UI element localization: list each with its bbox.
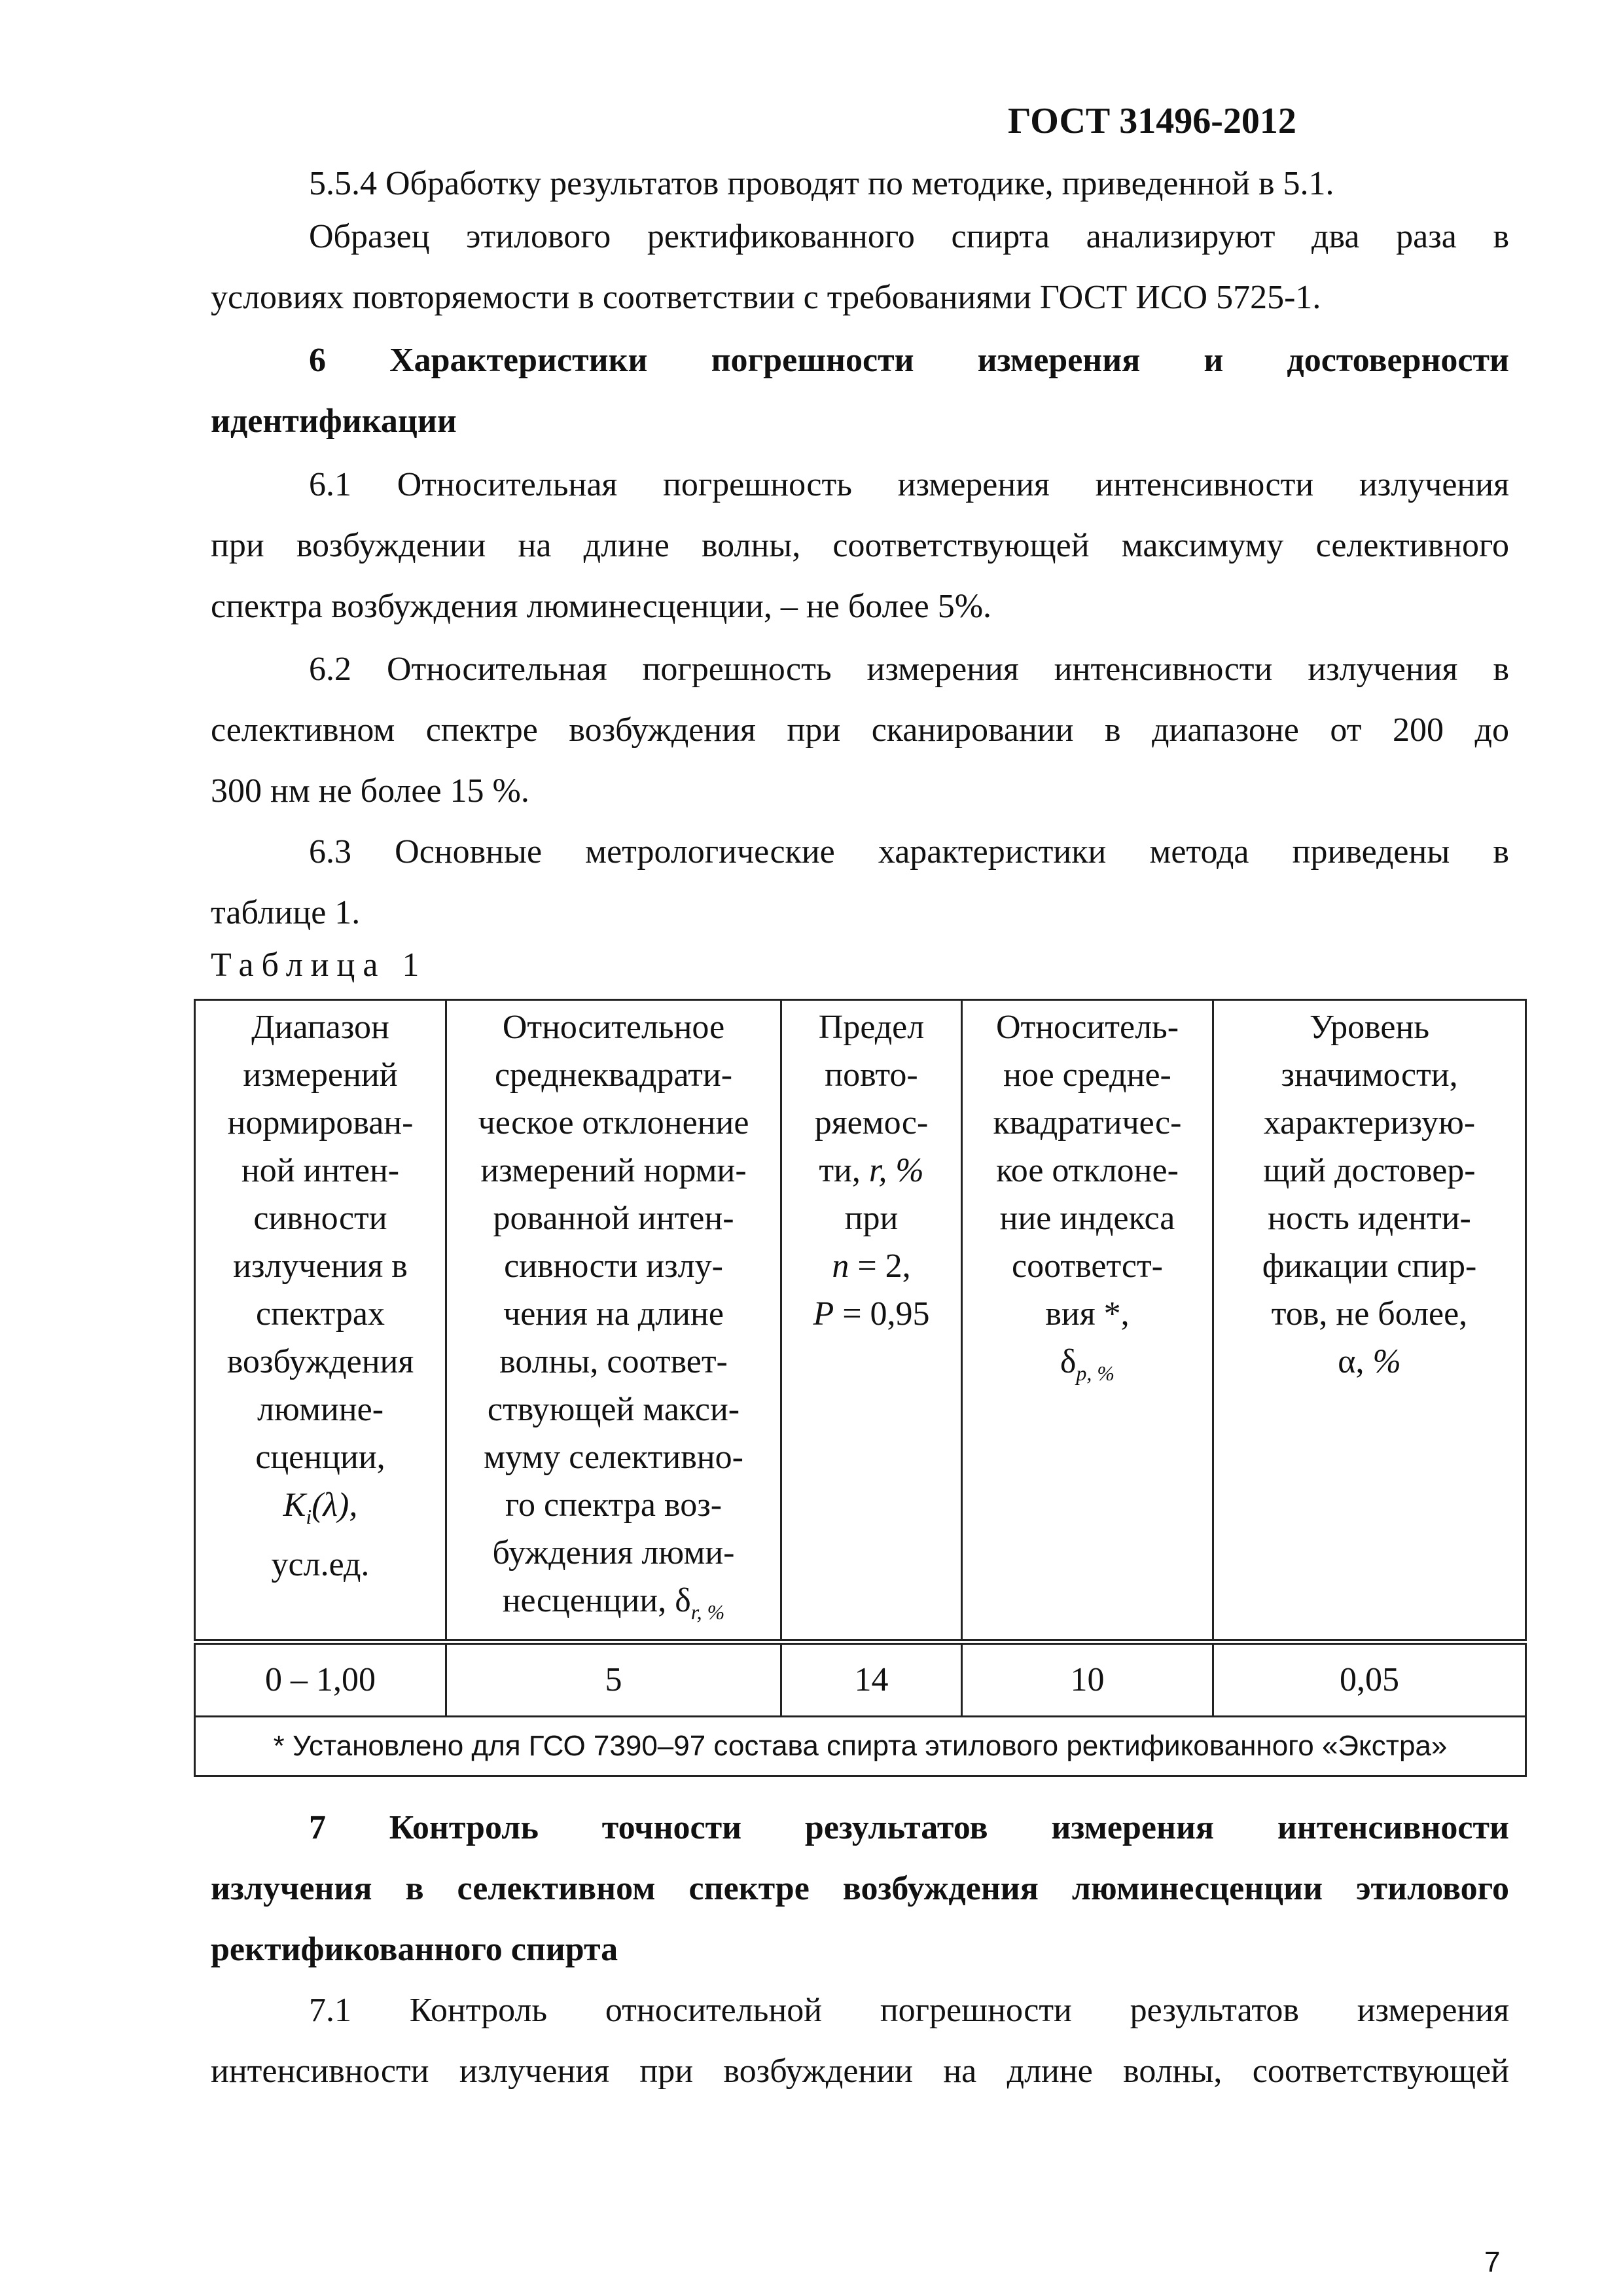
paragraph-sample: Образец этилового ректификованного спирта анализируют два раза в условиях повторяемости в соответствии с требованиями ГОСТ ИСО 5725-1. (211, 218, 1509, 316)
value-std-deviation: 5 (446, 1642, 781, 1717)
page-number: 7 (1484, 2246, 1501, 2278)
header-repeatability-limit: Предел повто- ряемос- ти, r, % при n = 2, P = 0,95 (781, 1000, 962, 1642)
table-row (195, 1642, 1526, 1717)
value-conformity-deviation: 10 (962, 1642, 1213, 1717)
paragraph-5-5-4: 5.5.4 Обработку результатов проводят по методике, приведенной в 5.1. (309, 165, 1334, 202)
paragraph-7-1: 7.1 Контроль относительной погрешности результатов измерения интенсивности излучения при возбуждении на длине волны, соответствующей (211, 1992, 1509, 2090)
table-footnote: * Установлено для ГСО 7390–97 состава спирта этилового ректификованного «Экстра» (195, 1717, 1526, 1776)
table-header-row (195, 1000, 1526, 1642)
header-conformity-index-deviation: Относитель- ное средне- квадратичес- кое отклоне- ние индекса соответст- вия *, $\delta_{p, \%}$ (962, 1000, 1213, 1642)
value-significance: 0,05 (1213, 1642, 1526, 1717)
paragraph-6-3: 6.3 Основные метрологические характеристики метода приведены в таблице 1. (211, 833, 1509, 931)
table-footnote-row (195, 1717, 1526, 1776)
paragraph-6-2: 6.2 Относительная погрешность измерения интенсивности излучения в селективном спектре возбуждения при сканировании в диапазоне от 200 до 300 нм не более 15 %. (211, 651, 1509, 810)
value-repeatability: 14 (781, 1642, 962, 1717)
paragraph-6-1: 6.1 Относительная погрешность измерения интенсивности излучения при возбуждении на длине волны, соответствующей максимуму селективного спектра возбуждения люминесценции, – не более 5%. (211, 466, 1509, 625)
metrological-table (194, 999, 1527, 1777)
document-code: ГОСТ 31496-2012 (1008, 101, 1296, 141)
section-7-heading: 7 Контроль точности результатов измерения интенсивности излучения в селективном спектре возбуждения люминесценции этилового ректификованного спирта (211, 1809, 1509, 1968)
header-significance-level: Уровень значимости, характеризую- щий достовер- ность иденти- фикации спир- тов, не более, α, % (1213, 1000, 1526, 1642)
header-measurement-range: Диапазон измерений нормирован- ной интен- сивности излучения в спектрах возбуждения люмине- сценции, $K_i(\lambda)$, усл.ед. (195, 1000, 446, 1642)
header-relative-std-deviation: Относительное среднеквадрати- ческое отклонение измерений норми- рованной интен- сивности излу- чения на длине волны, соответ- ствующей макси- муму селективно- го спектра воз- буждения люми- несценции, $\delta_{r, \%}$ (446, 1000, 781, 1642)
value-range: 0 – 1,00 (195, 1642, 446, 1717)
section-6-heading: 6 Характеристики погрешности измерения и достоверности идентификации (211, 342, 1509, 440)
table-caption: Таблица 1 (211, 946, 427, 984)
